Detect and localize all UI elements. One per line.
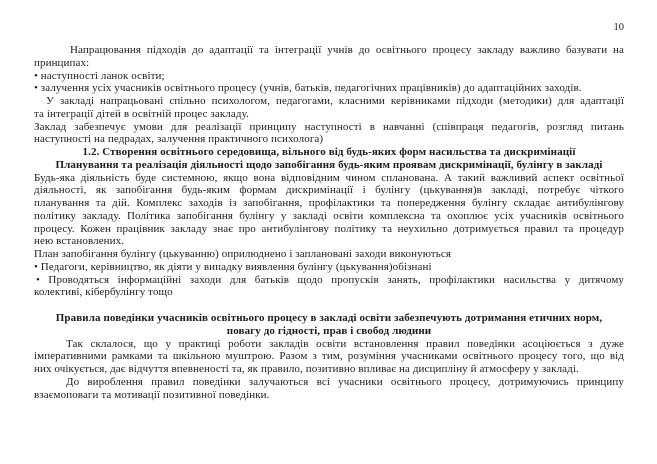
text-line: взаємоповаги та мотивації позитивної поведінки. [34, 388, 270, 401]
document-text-block [34, 44, 624, 401]
text-line: • залучення усіх учасників освітнього процесу (учнів, батьків, педагогічних працівників) до адаптаційних заходів. [34, 82, 582, 95]
text-line: діяльності, як запобігання будь-яким формам дискримінації і булінгу (цькування)в закладі, потребує чіткого [34, 184, 624, 197]
text-line: них очікується, дає відчуття впевненості та, як правило, позитивно впливає на дисципліну й атмосферу у закладі. [34, 363, 579, 375]
text-line: • Педагоги, керівництво, як діяти у випадку виявлення булінгу (цькування)обізнані [34, 260, 432, 273]
text-line: Так склалося, що у практиці роботи закладів освіти встановлення правил поведінки асоціюється з дуже [66, 337, 624, 350]
text-line: планування та дій. Комплекс заходів із запобігання, профілактики та попередження булінгу складає антибулінгову [34, 197, 624, 209]
text-line: • наступності ланок освіти; [34, 69, 165, 82]
text-line: Заклад забезпечує умови для реалізації принципу наступності в навчанні (співпраця педагогів, розгляд питань [34, 120, 624, 133]
text-line: нею встановлених. [34, 235, 125, 248]
text-line: Правила поведінки учасників освітнього процесу в закладі освіти забезпечують дотримання етичних норм, [55, 312, 603, 324]
text-line: Напрацювання підходів до адаптації та інтеграції учнів до освітнього процесу закладу важливо базувати на [70, 44, 624, 56]
text-line: принципах: [34, 56, 90, 69]
text-line: імперативними рамками та шкільною муштрою. Разом з тим, розуміння учасниками освітнього процесу того, що від [34, 350, 624, 363]
text-line: та інтеграції дітей в освітній процес закладу. [34, 107, 249, 120]
text-line: До вироблення правил поведінки залучаються всі учасники освітнього процесу, дотримуючись принципу [66, 375, 624, 388]
text-line: Будь-яка діяльність буде системною, якщо вона відповідним чином спланована. А такий важливий аспект освітньої [34, 171, 624, 184]
text-line: процесу. Кожен працівник закладу знає про антибулінгову політику та неухильно дотримується правил та процедур [34, 222, 624, 235]
text-line: повагу до гідності, прав і свобод людини [226, 324, 432, 337]
text-line: Планування та реалізація діяльності щодо запобігання будь-яким проявам дискримінації, булінгу в закладі [55, 158, 603, 171]
text-line: • Проводяться інформаційні заходи для батьків щодо пропусків занять, профілактики насильства у дитячому [36, 273, 624, 286]
text-line: наступності на педрадах, залучення практичного психолога) [34, 133, 324, 146]
text-line: План запобігання булінгу (цькуванню) оприлюднено і заплановані заходи виконуються [34, 248, 452, 260]
page-number: 10 [613, 22, 624, 33]
text-line: колективі, кібербулінгу тощо [34, 286, 173, 299]
text-line: 1.2. Створення освітнього середовища, вільного від будь-яких форм насильства та дискримінації [82, 146, 576, 158]
text-line: У закладі напрацьовані спільно психологом, педагогами, класними керівниками підходи (методики) для адаптації [46, 95, 624, 107]
text-line: політику закладу. Політика запобігання булінгу у закладі освіти комплексна та охоплює усіх учасників освітнього [34, 209, 624, 222]
